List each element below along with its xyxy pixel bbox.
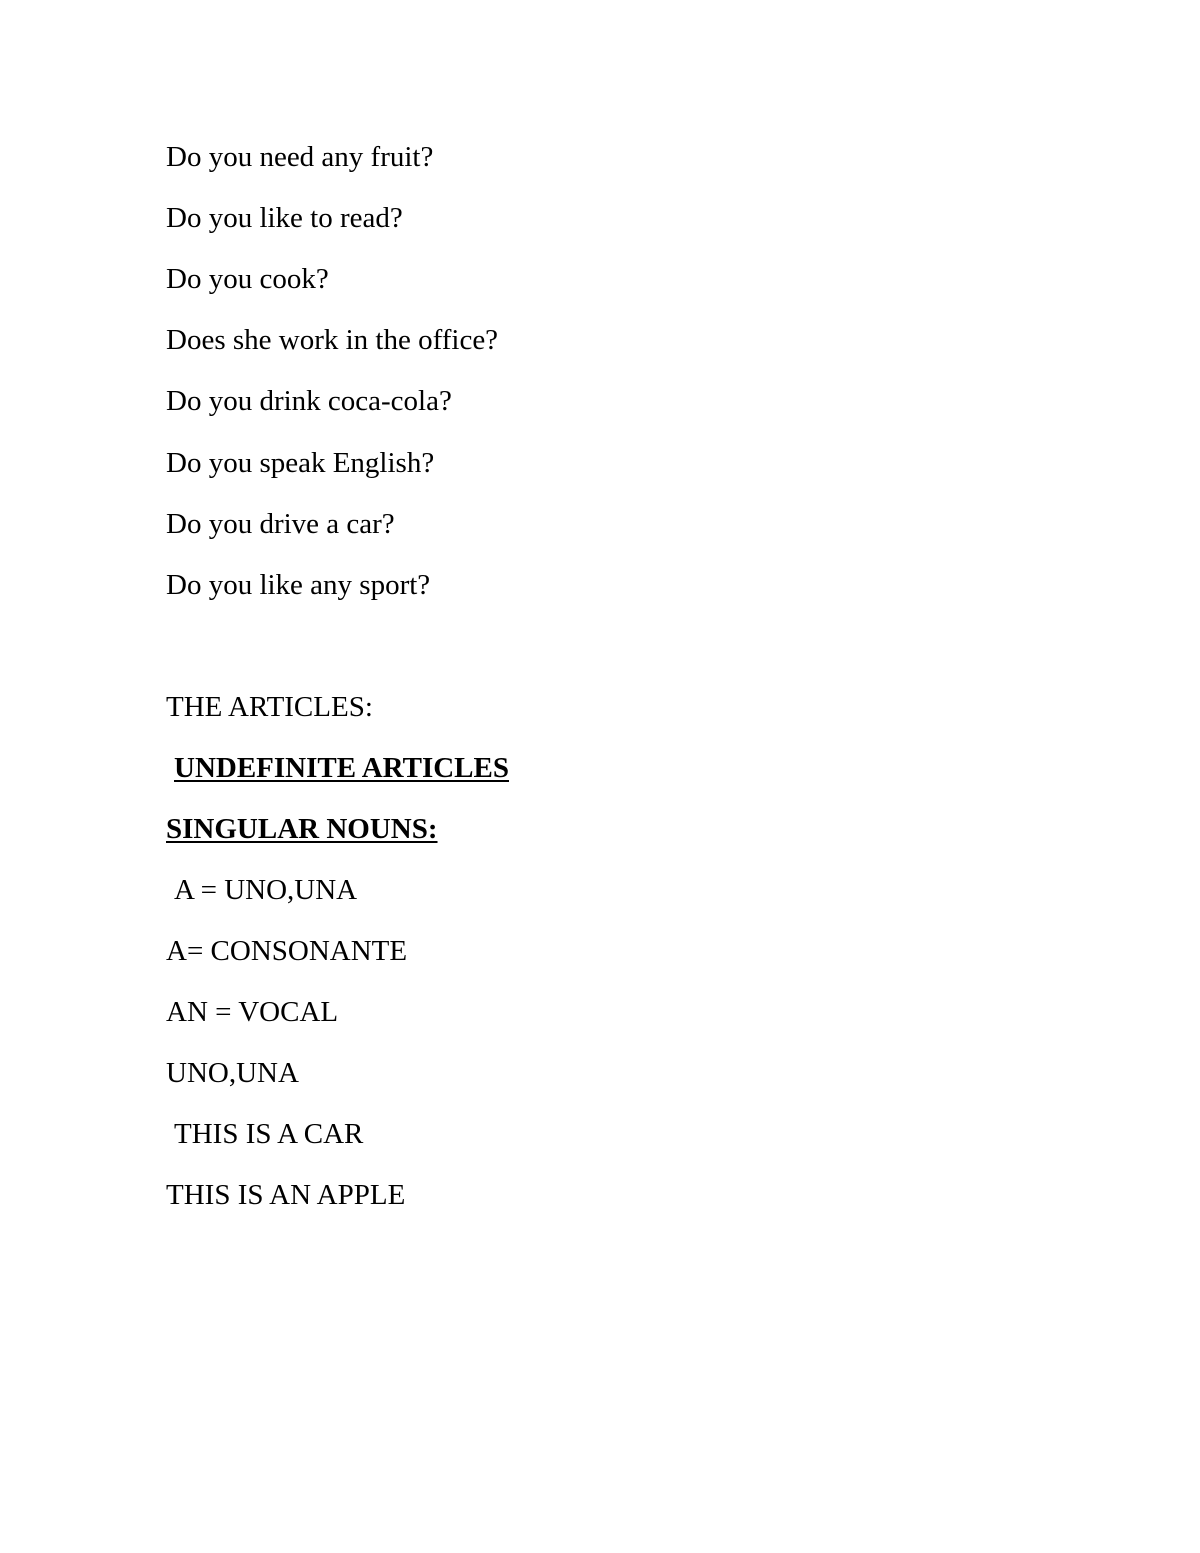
question-line: Do you like to read? [166, 202, 403, 234]
undefinite-articles-heading: UNDEFINITE ARTICLES [174, 752, 509, 784]
question-line: Do you need any fruit? [166, 141, 434, 173]
example-sentence: THIS IS A CAR [174, 1118, 364, 1150]
article-rule-line: AN = VOCAL [166, 996, 339, 1028]
example-sentence: THIS IS AN APPLE [166, 1179, 406, 1211]
article-rule-line: A= CONSONANTE [166, 935, 408, 967]
article-rule-line: UNO,UNA [166, 1057, 299, 1089]
singular-nouns-heading: SINGULAR NOUNS: [166, 813, 438, 845]
articles-heading: THE ARTICLES: [166, 691, 373, 723]
question-line: Does she work in the office? [166, 324, 499, 356]
question-line: Do you speak English? [166, 447, 435, 479]
question-line: Do you cook? [166, 263, 329, 295]
question-line: Do you like any sport? [166, 569, 431, 601]
article-rule-line: A = UNO,UNA [174, 874, 358, 906]
question-line: Do you drive a car? [166, 508, 395, 540]
question-line: Do you drink coca-cola? [166, 385, 452, 417]
